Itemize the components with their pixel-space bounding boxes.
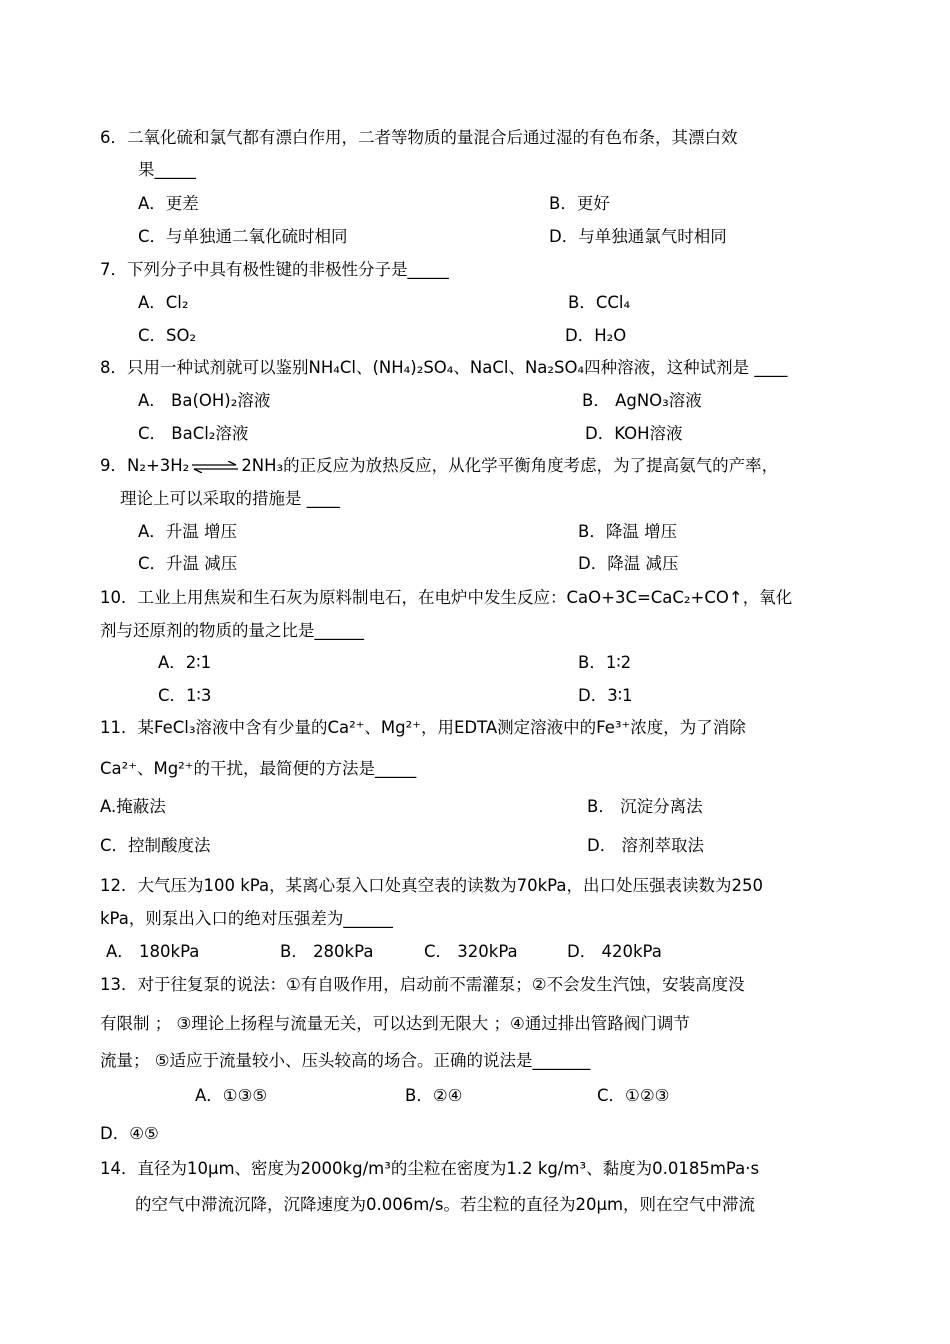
question-6-option-d: D．与单独通氯气时相同 [549,227,727,246]
question-8-stem: 8．只用一种试剂就可以鉴别NH₄Cl、(NH₄)₂SO₄、NaCl、Na₂SO₄四种溶液，这种试剂是 ____ [100,358,788,377]
question-13-stem: 13．对于往复泵的说法：①有自吸作用，启动前不需灌泵；②不会发生汽蚀，安装高度没 [100,975,745,994]
question-6-option-b: B．更好 [549,194,610,213]
question-6-option-c: C．与单独通二氧化硫时相同 [138,227,348,246]
question-8-option-d: D．KOH溶液 [585,424,683,443]
question-9-option-c: C．升温 减压 [138,554,238,573]
question-9-stem-suffix: 2NH₃的正反应为放热反应，从化学平衡角度考虑，为了提高氨气的产率， [241,456,779,475]
question-13-option-b: B．②④ [405,1086,463,1105]
equilibrium-arrow-icon [192,461,238,473]
question-9-option-a: A．升温 增压 [138,522,238,541]
question-9-stem [100,455,778,477]
question-10-option-d: D．3∶1 [578,686,633,705]
question-12-stem: 12．大气压为100 kPa，某离心泵入口处真空表的读数为70kPa，出口处压强表读数为250 [100,876,763,895]
question-10-option-a: A．2∶1 [158,653,212,672]
question-12-option-d: D． 420kPa [567,942,662,961]
question-9-option-d: D．降温 减压 [578,554,679,573]
question-13-stem-continued: 有限制 ； ③理论上扬程与流量无关，可以达到无限大 ；④通过排出管路阀门调节 [100,1014,690,1033]
question-12-option-a: A． 180kPa [106,942,200,961]
question-10-stem-continued: 剂与还原剂的物质的量之比是______ [100,621,364,640]
question-8-option-c: C． BaCl₂溶液 [138,424,249,443]
question-14-stem: 14．直径为10μm、密度为2000kg/m³的尘粒在密度为1.2 kg/m³、黏度为0.0185mPa·s [100,1159,760,1178]
question-7-stem: 7．下列分子中具有极性键的非极性分子是_____ [100,260,449,279]
question-9-option-b: B．降温 增压 [578,522,678,541]
question-7-option-b: B．CCl₄ [568,293,631,312]
question-7-option-c: C．SO₂ [138,326,197,345]
question-6-stem-continued: 果_____ [138,160,196,179]
question-11-option-b: B． 沉淀分离法 [587,797,703,816]
question-7-option-d: D．H₂O [565,326,627,345]
question-13-option-d: D．④⑤ [100,1124,159,1143]
question-13-option-c: C．①②③ [597,1086,670,1105]
question-11-option-a: A.掩蔽法 [100,797,166,816]
question-6-option-a: A．更差 [138,194,199,213]
question-8-option-a: A． Ba(OH)₂溶液 [138,391,271,410]
question-13-stem-continued-2: 流量； ⑤适应于流量较小、压头较高的场合。正确的说法是_______ [100,1051,591,1070]
question-11-option-c: C．控制酸度法 [100,836,211,855]
question-7-option-a: A．Cl₂ [138,293,189,312]
question-14-stem-continued: 的空气中滞流沉降，沉降速度为0.006m/s。若尘粒的直径为20μm，则在空气中滞流 [135,1195,756,1214]
question-11-option-d: D． 溶剂萃取法 [587,836,704,855]
question-12-stem-continued: kPa，则泵出入口的绝对压强差为______ [100,909,393,928]
question-13-option-a: A．①③⑤ [195,1086,268,1105]
question-6-stem: 6．二氧化硫和氯气都有漂白作用，二者等物质的量混合后通过湿的有色布条，其漂白效 [100,128,738,147]
question-9-stem-prefix: 9．N₂+3H₂ [100,456,190,475]
question-12-option-c: C． 320kPa [424,942,518,961]
question-8-option-b: B． AgNO₃溶液 [582,391,702,410]
question-9-stem-continued: 理论上可以采取的措施是 ____ [120,489,340,508]
question-10-option-c: C．1∶3 [158,686,212,705]
question-12-option-b: B． 280kPa [280,942,374,961]
question-11-stem-continued: Ca²⁺、Mg²⁺的干扰，最简便的方法是_____ [100,759,417,778]
question-10-stem: 10．工业上用焦炭和生石灰为原料制电石，在电炉中发生反应：CaO+3C=CaC₂+CO↑，氧化 [100,588,793,607]
question-10-option-b: B．1∶2 [578,653,632,672]
question-11-stem: 11．某FeCl₃溶液中含有少量的Ca²⁺、Mg²⁺，用EDTA测定溶液中的Fe³⁺浓度，为了消除 [100,718,746,737]
